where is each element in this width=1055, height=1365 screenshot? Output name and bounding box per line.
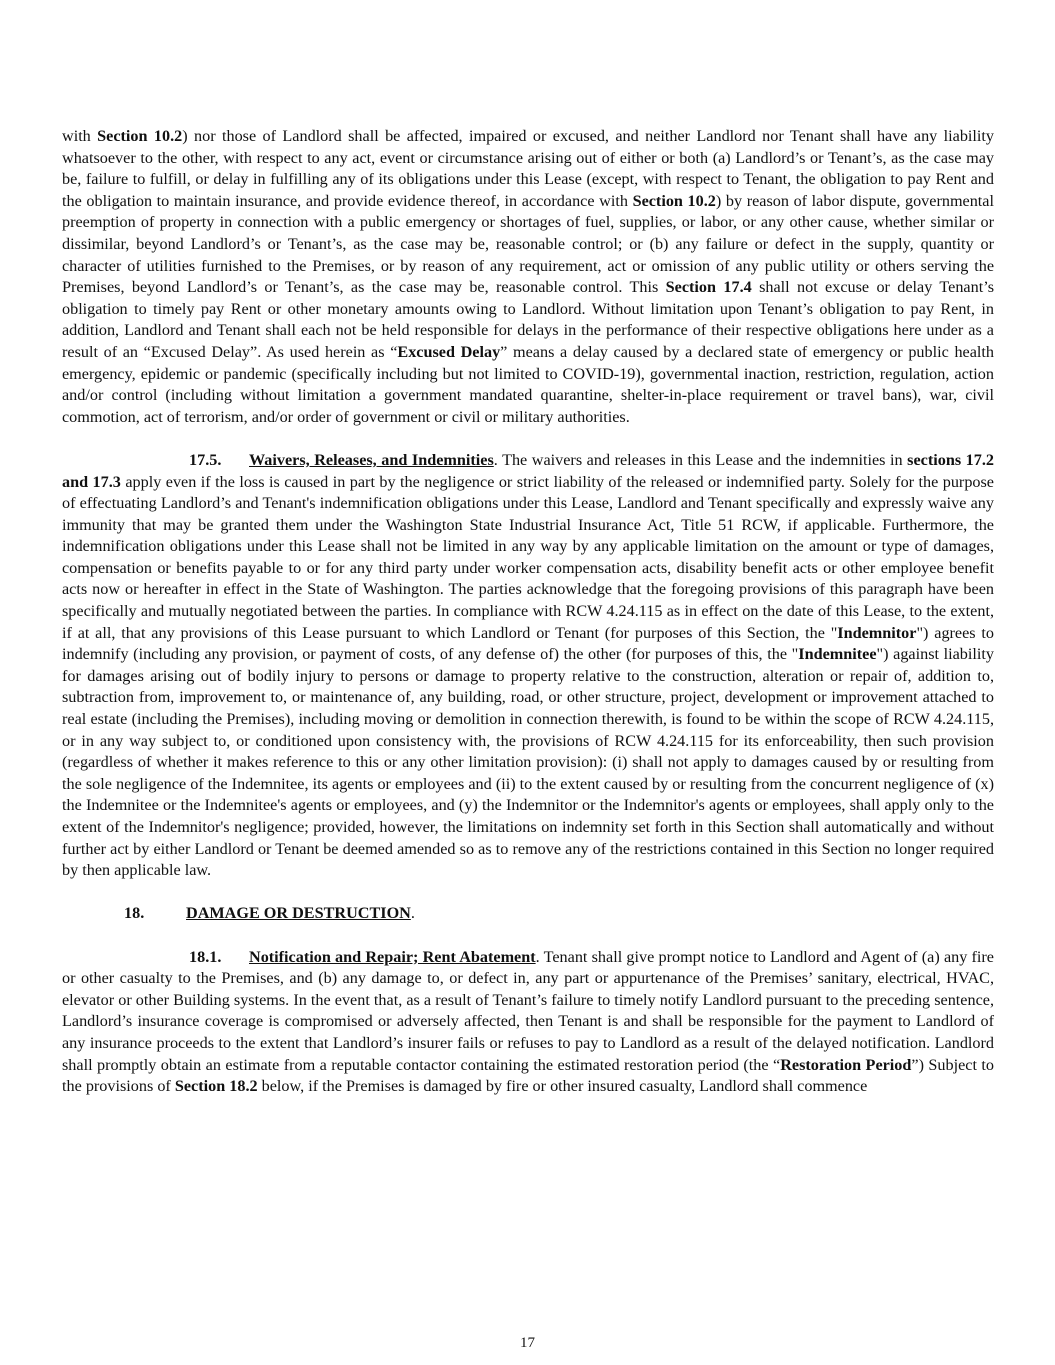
section-number: 18.: [124, 904, 145, 923]
section-reference: sections 17.2 and 17.3: [62, 450, 994, 491]
section-reference: Section 18.2: [174, 1077, 258, 1096]
defined-term: Indemnitor: [837, 623, 917, 642]
section-heading: Notification and Repair; Rent Abatement: [249, 947, 536, 966]
section-number: 17.5.: [189, 450, 222, 469]
defined-term: Restoration Period: [780, 1055, 912, 1074]
section-number: 18.1.: [189, 947, 222, 966]
section-18-1: 18.1. Notification and Repair; Rent Abatement. Tenant shall give prompt notice to Landlord and Agent of (a) any fire or other casualty to the Premises, and (b) any damage to, or defect in, any part or appurtenance of the Premises’ sanitary, electrical, HVAC, elevator or other Building systems. In the event that, as a result of Tenant’s failure to timely notify Landlord pursuant to the preceding sentence, Landlord’s insurance coverage is compromised or adversely affected, then Tenant is and shall be responsible for the payment to Landlord of any insurance proceeds to the extent that Landlord’s insurer fails or refuses to pay to Landlord as a result of the delayed notification. Landlord shall promptly obtain an estimate from a reputable contactor containing the estimated restoration period (the “Restoration Period”) Subject to the provisions of Section 18.2 below, if the Premises is damaged by fire or other insured casualty, Landlord shall commence: [62, 947, 994, 1096]
section-18-heading: 18. DAMAGE OR DESTRUCTION.: [62, 903, 994, 925]
document-page: [62, 126, 994, 1098]
section-heading: DAMAGE OR DESTRUCTION: [186, 904, 411, 923]
section-reference: Section 17.4: [665, 278, 752, 297]
defined-term: Excused Delay: [397, 342, 501, 361]
section-17-5: 17.5. Waivers, Releases, and Indemnities. The waivers and releases in this Lease and the indemnities in sections 17.2 and 17.3 apply even if the loss is caused in part by the negligence or strict liability of the released or indemnified party. Solely for the purpose of effectuating Landlord’s and Tenant's indemnification obligations under this Lease, Landlord and Tenant specifically and expressly waive any immunity that may be granted them under the Washington State Industrial Insurance Act, Title 51 RCW, if applicable. Furthermore, the indemnification obligations under this Lease shall not be limited in any way by any applicable limitation on the amount or type of damages, compensation or benefits payable to or for any third party under worker compensation acts, disability benefit acts or other employee benefit acts now or hereafter in effect in the State of Washington. The parties acknowledge that the foregoing provisions of this paragraph have been specifically and mutually negotiated between the parties. In compliance with RCW 4.24.115 as in effect on the date of this Lease, to the extent, if at all, that any provisions of this Lease pursuant to which Landlord or Tenant (for purposes of this Section, the "Indemnitor") agrees to indemnify (including any provision, or payment of costs, of any defense of) the other (for purposes of this, the "Indemnitee") against liability for damages arising out of bodily injury to persons or damage to property relative to the construction, alteration or repair of, addition to, subtraction from, improvement to, or maintenance of, any building, road, or other structure, project, development or improvement attached to real estate (including the Premises), including moving or demolition in connection therewith, is found to be within the scope of RCW 4.24.115, or in any way subject to, or conditioned upon consistency with, the provisions of RCW 4.24.115 for its enforceability, then such provision (regardless of whether it makes reference to this or any other limitation provision): (i) shall not apply to damages caused by or resulting from the sole negligence of the Indemnitee, its agents or employees and (ii) to the extent caused by or resulting from the concurrent negligence of (x) the Indemnitee or the Indemnitee's agents or employees, and (y) the Indemnitor or the Indemnitor's agents or employees, shall apply only to the extent of the Indemnitor's negligence; provided, however, the limitations on indemnity set forth in this Section shall automatically and without further act by either Landlord or Tenant be deemed amended so as to remove any of the restrictions contained in this Section no longer required by then applicable law.: [62, 450, 994, 880]
section-heading: Waivers, Releases, and Indemnities: [249, 450, 494, 469]
section-reference: Section 10.2: [97, 127, 183, 145]
paragraph-force-majeure: with Section 10.2) nor those of Landlord shall be affected, impaired or excused, and neither Landlord nor Tenant shall have any liability whatsoever to the other, with respect to any act, event or circumstance arising out of either or both (a) Landlord’s or Tenant’s, as the case may be, failure to fulfill, or delay in fulfilling any of its obligations under this Lease (except, with respect to Tenant, the obligation to pay Rent and the obligation to maintain insurance, and provide evidence thereof, in accordance with Section 10.2) by reason of labor dispute, governmental preemption of property in connection with a public emergency or shortages of fuel, supplies, or labor, or any other cause, whether similar or dissimilar, beyond Landlord’s or Tenant’s, as the case may be, reasonable control; or (b) any failure or defect in the supply, quantity or character of utilities furnished to the Premises, or by reason of any requirement, act or omission of any public utility or others serving the Premises, beyond Landlord’s or Tenant’s, as the case may be, reasonable control. This Section 17.4 shall not excuse or delay Tenant’s obligation to timely pay Rent or other monetary amounts owing to Landlord. Without limitation upon Tenant’s obligation to pay Rent, in addition, Landlord and Tenant shall each not be held responsible for delays in the performance of their respective obligations here under as a result of an “Excused Delay”. As used herein as “Excused Delay” means a delay caused by a declared state of emergency or public health emergency, epidemic or pandemic (specifically including but not limited to COVID-19), governmental inaction, restriction, regulation, action and/or control (including without limitation a government mandated quarantine, shelter-in-place requirement or travel bans), war, civil commotion, act of terrorism, and/or order of government or civil or military authorities.: [62, 127, 995, 426]
defined-term: Indemnitee: [798, 645, 877, 664]
section-reference: Section 10.2: [632, 191, 716, 210]
page-number: 17: [520, 1335, 535, 1351]
